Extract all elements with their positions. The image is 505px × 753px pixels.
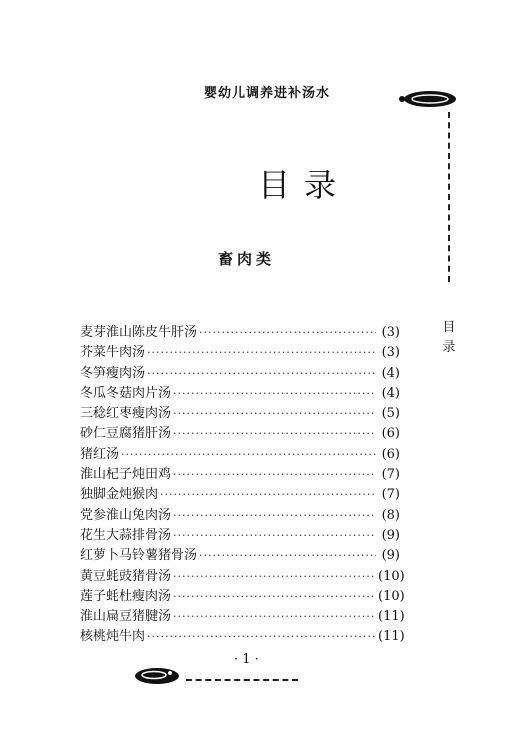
entry-page: (11): [378, 629, 405, 645]
toc-entry[interactable]: [80, 546, 400, 566]
entry-title: 花生大蒜排骨汤: [80, 527, 172, 543]
side-label: [440, 318, 458, 358]
entry-page: (10): [378, 568, 405, 584]
toc-entry[interactable]: [80, 424, 400, 444]
toc-entry[interactable]: [80, 567, 405, 587]
dot-leader: [147, 343, 376, 363]
page-number: · 1 ·: [234, 652, 259, 667]
entry-page: (3): [381, 345, 400, 361]
toc-entry[interactable]: [80, 526, 400, 546]
toc-entry[interactable]: [80, 485, 400, 505]
dot-leader: [147, 627, 376, 647]
dot-leader: [173, 404, 376, 424]
dot-leader: [173, 587, 376, 607]
toc-entry[interactable]: [80, 445, 400, 465]
entry-page: (4): [381, 365, 400, 381]
entry-page: (7): [381, 487, 400, 503]
entry-title: 猪红汤: [80, 446, 120, 462]
entry-page: (3): [381, 325, 400, 340]
book-title-header: 婴幼儿调养进补汤水: [204, 86, 331, 101]
dot-leader: [173, 424, 376, 444]
decorative-ornament-icon: [396, 88, 458, 110]
toc-entry[interactable]: [80, 627, 405, 647]
entry-title: 独脚金炖猴肉: [80, 487, 159, 503]
footer-ornament-icon: [132, 664, 182, 686]
entry-page: (9): [381, 548, 400, 564]
entry-page: (4): [381, 385, 400, 401]
page-title: 目录: [258, 166, 351, 204]
dot-leader: [147, 364, 376, 384]
dot-leader: [173, 384, 376, 404]
entry-title: 砂仁豆腐猪肝汤: [80, 426, 172, 442]
toc-entry[interactable]: [80, 587, 405, 607]
entry-title: 冬瓜冬菇肉片汤: [80, 385, 172, 401]
toc-entry[interactable]: [80, 323, 400, 343]
dot-leader: [121, 445, 376, 465]
entry-page: (8): [381, 507, 400, 523]
toc-entry[interactable]: [80, 506, 400, 526]
entry-title: 淮山扁豆猪腱汤: [80, 609, 172, 625]
dot-leader: [173, 567, 376, 587]
entry-page: (11): [378, 609, 405, 625]
section-heading: 畜肉类: [218, 250, 276, 268]
toc-entry[interactable]: [80, 465, 400, 485]
entry-page: (6): [381, 426, 400, 442]
dot-leader: [173, 465, 376, 485]
entry-title: 核桃炖牛肉: [80, 629, 146, 645]
toc-entry[interactable]: [80, 364, 400, 384]
entry-title: 冬笋瘦肉汤: [80, 365, 146, 381]
dot-leader: [160, 485, 376, 505]
entry-page: (10): [378, 588, 405, 604]
dot-leader: [173, 506, 376, 526]
side-divider: [448, 112, 450, 282]
dot-leader: [199, 323, 376, 343]
entry-page: (5): [381, 406, 400, 422]
toc-entry[interactable]: [80, 343, 400, 363]
entry-title: 莲子蚝杜瘦肉汤: [80, 588, 172, 604]
dot-leader: [173, 607, 376, 627]
entry-page: (7): [381, 467, 400, 483]
dot-leader: [173, 526, 376, 546]
entry-title: 淮山杞子炖田鸡: [80, 467, 172, 483]
entry-page: (9): [381, 527, 400, 543]
footer-divider: [186, 679, 298, 681]
side-label-char: 目: [442, 320, 456, 335]
entry-title: 红萝卜马铃薯猪骨汤: [80, 548, 198, 564]
entry-title: 三稔红枣瘦肉汤: [80, 406, 172, 422]
side-label-char: 录: [442, 340, 456, 355]
entry-title: 黄豆蚝豉猪骨汤: [80, 568, 172, 584]
entry-page: (6): [381, 446, 400, 462]
entry-title: 党参淮山兔肉汤: [80, 507, 172, 523]
dot-leader: [199, 546, 376, 566]
toc-entry[interactable]: [80, 607, 405, 627]
entry-title: 芥菜牛肉汤: [80, 345, 146, 361]
toc-entry[interactable]: [80, 384, 400, 404]
toc-list: [80, 323, 405, 648]
toc-entry[interactable]: [80, 404, 400, 424]
entry-title: 麦芽淮山陈皮牛肝汤: [80, 325, 198, 340]
